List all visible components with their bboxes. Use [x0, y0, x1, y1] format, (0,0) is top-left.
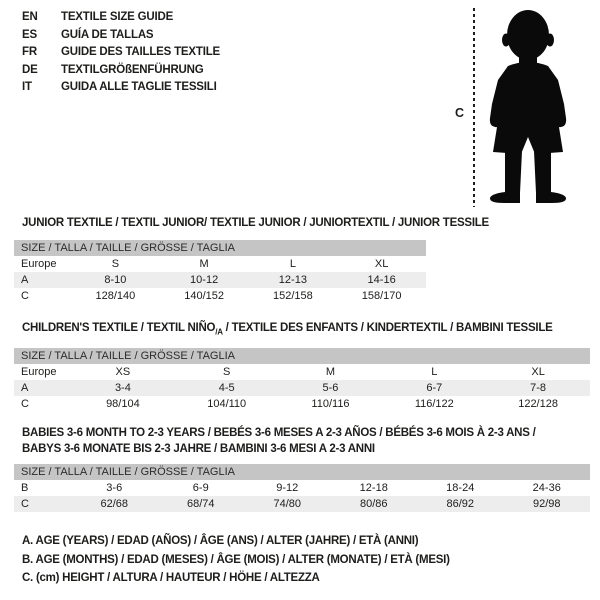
table-row-height: [14, 396, 590, 412]
row-label: A: [14, 380, 71, 396]
row-label: B: [21, 482, 29, 494]
height-cell: 98/104: [106, 398, 140, 410]
size-header-row: [14, 348, 590, 364]
language-title: GUIDA ALLE TAGLIE TESSILI: [61, 81, 217, 94]
age-cell: 5-6: [279, 380, 383, 396]
months-cell: 6-9: [192, 482, 209, 494]
table-row-age: [14, 272, 426, 288]
height-cell: 158/170: [361, 290, 402, 302]
baby-figure: [450, 4, 600, 214]
height-cell: 110/116: [311, 398, 350, 410]
months-cell: 9-12: [276, 482, 299, 494]
babies-title-line1: BABIES 3-6 MONTH TO 2-3 YEARS / BEBÉS 3-6 MESES A 2-3 AÑOS / BÉBÉS 3-6 MOIS À 2-3 ANS /: [22, 427, 536, 439]
baby-silhouette-icon: [478, 6, 578, 204]
row-label: Europe: [21, 258, 57, 270]
language-code: DE: [22, 63, 38, 76]
size-cell: L: [431, 366, 438, 378]
height-cell: 122/128: [518, 398, 558, 410]
months-cell: 12-18: [359, 482, 388, 494]
size-header-label: SIZE / TALLA / TAILLE / GRÖSSE / TAGLIA: [14, 240, 426, 256]
size-header-label: SIZE / TALLA / TAILLE / GRÖSSE / TAGLIA: [14, 464, 590, 480]
language-row: [22, 9, 220, 27]
language-title: TEXTILE SIZE GUIDE: [61, 11, 174, 23]
size-header-label: SIZE / TALLA / TAILLE / GRÖSSE / TAGLIA: [14, 348, 590, 364]
row-label: A: [14, 272, 71, 288]
size-cell: S: [111, 258, 120, 270]
babies-size-table: [14, 464, 590, 512]
junior-size-table: [14, 240, 426, 304]
babies-section-title: [22, 426, 536, 457]
age-cell: 6-7: [382, 380, 486, 396]
babies-title-line2: BABYS 3-6 MONATE BIS 2-3 JAHRE / BAMBINI 3-6 MESI A 2-3 ANNI: [22, 442, 375, 455]
row-label: Europe: [21, 366, 57, 378]
age-cell: 10-12: [160, 272, 249, 288]
age-cell: 4-5: [175, 380, 279, 396]
legend: [22, 532, 450, 588]
children-section-title: [22, 321, 553, 340]
language-code: FR: [22, 46, 37, 59]
language-title: GUIDE DES TAILLES TEXTILE: [61, 46, 220, 59]
size-cell: XS: [115, 366, 131, 378]
row-label: C: [21, 290, 29, 302]
months-cell: 18-24: [446, 482, 475, 494]
table-row-age: [14, 380, 590, 396]
size-cell: M: [325, 366, 336, 378]
legend-line-a: A. AGE (YEARS) / EDAD (AÑOS) / ÂGE (ANS) / ALTER (JAHRE) / ETÀ (ANNI): [22, 535, 419, 547]
height-cell: 128/140: [95, 290, 136, 302]
height-cell: 104/110: [207, 398, 247, 410]
table-row-europe: [14, 256, 426, 272]
table-row-height: [14, 288, 426, 304]
height-cell: 62/68: [71, 496, 158, 512]
age-cell: 8-10: [71, 272, 160, 288]
size-header-row: [14, 240, 426, 256]
size-cell: S: [223, 366, 231, 378]
language-row: [22, 44, 220, 62]
age-cell: 3-4: [71, 380, 175, 396]
language-row: [22, 62, 220, 80]
legend-line-b: B. AGE (MONTHS) / EDAD (MESES) / ÂGE (MOIS) / ALTER (MONATE) / ETÀ (MESI): [22, 553, 450, 566]
height-cell: 140/152: [184, 290, 224, 302]
height-measure-label: C: [455, 106, 465, 120]
children-title-post: / TEXTILE DES ENFANTS / KINDERTEXTIL / BAMBINI TESSILE: [222, 322, 553, 334]
size-cell: L: [289, 258, 296, 270]
row-label: C: [14, 496, 71, 512]
language-code: IT: [22, 81, 32, 94]
language-title: GUÍA DE TALLAS: [61, 28, 154, 41]
language-header: [22, 9, 220, 97]
size-cell: XL: [374, 258, 389, 270]
size-cell: M: [199, 258, 209, 270]
children-title-sub: /A: [215, 327, 223, 337]
junior-section-title: JUNIOR TEXTILE / TEXTIL JUNIOR/ TEXTILE JUNIOR / JUNIORTEXTIL / JUNIOR TESSILE: [22, 217, 489, 229]
children-title-pre: CHILDREN'S TEXTILE / TEXTIL NIÑO: [22, 322, 216, 334]
height-measure-line: [473, 8, 475, 207]
legend-line-c: C. (cm) HEIGHT / ALTURA / HAUTEUR / HÖHE / ALTEZZA: [22, 572, 320, 585]
height-cell: 68/74: [158, 496, 245, 512]
row-label: C: [21, 398, 29, 410]
language-row: [22, 27, 220, 45]
age-cell: 7-8: [486, 380, 590, 396]
size-header-row: [14, 464, 590, 480]
height-cell: 80/86: [331, 496, 418, 512]
months-cell: 24-36: [532, 482, 561, 494]
table-row-europe: [14, 364, 590, 380]
months-cell: 3-6: [106, 482, 123, 494]
language-code: EN: [22, 11, 38, 23]
height-cell: 92/98: [504, 496, 591, 512]
table-row-months: [14, 480, 590, 496]
table-row-height: [14, 496, 590, 512]
language-title: TEXTILGRÖßENFÜHRUNG: [61, 63, 204, 76]
children-size-table: [14, 348, 590, 412]
height-cell: 152/158: [272, 290, 313, 302]
height-cell: 116/122: [414, 398, 454, 410]
age-cell: 14-16: [337, 272, 426, 288]
height-cell: 74/80: [244, 496, 331, 512]
language-row: [22, 79, 220, 97]
language-code: ES: [22, 28, 37, 41]
size-cell: XL: [531, 366, 545, 378]
height-cell: 86/92: [417, 496, 504, 512]
age-cell: 12-13: [249, 272, 338, 288]
